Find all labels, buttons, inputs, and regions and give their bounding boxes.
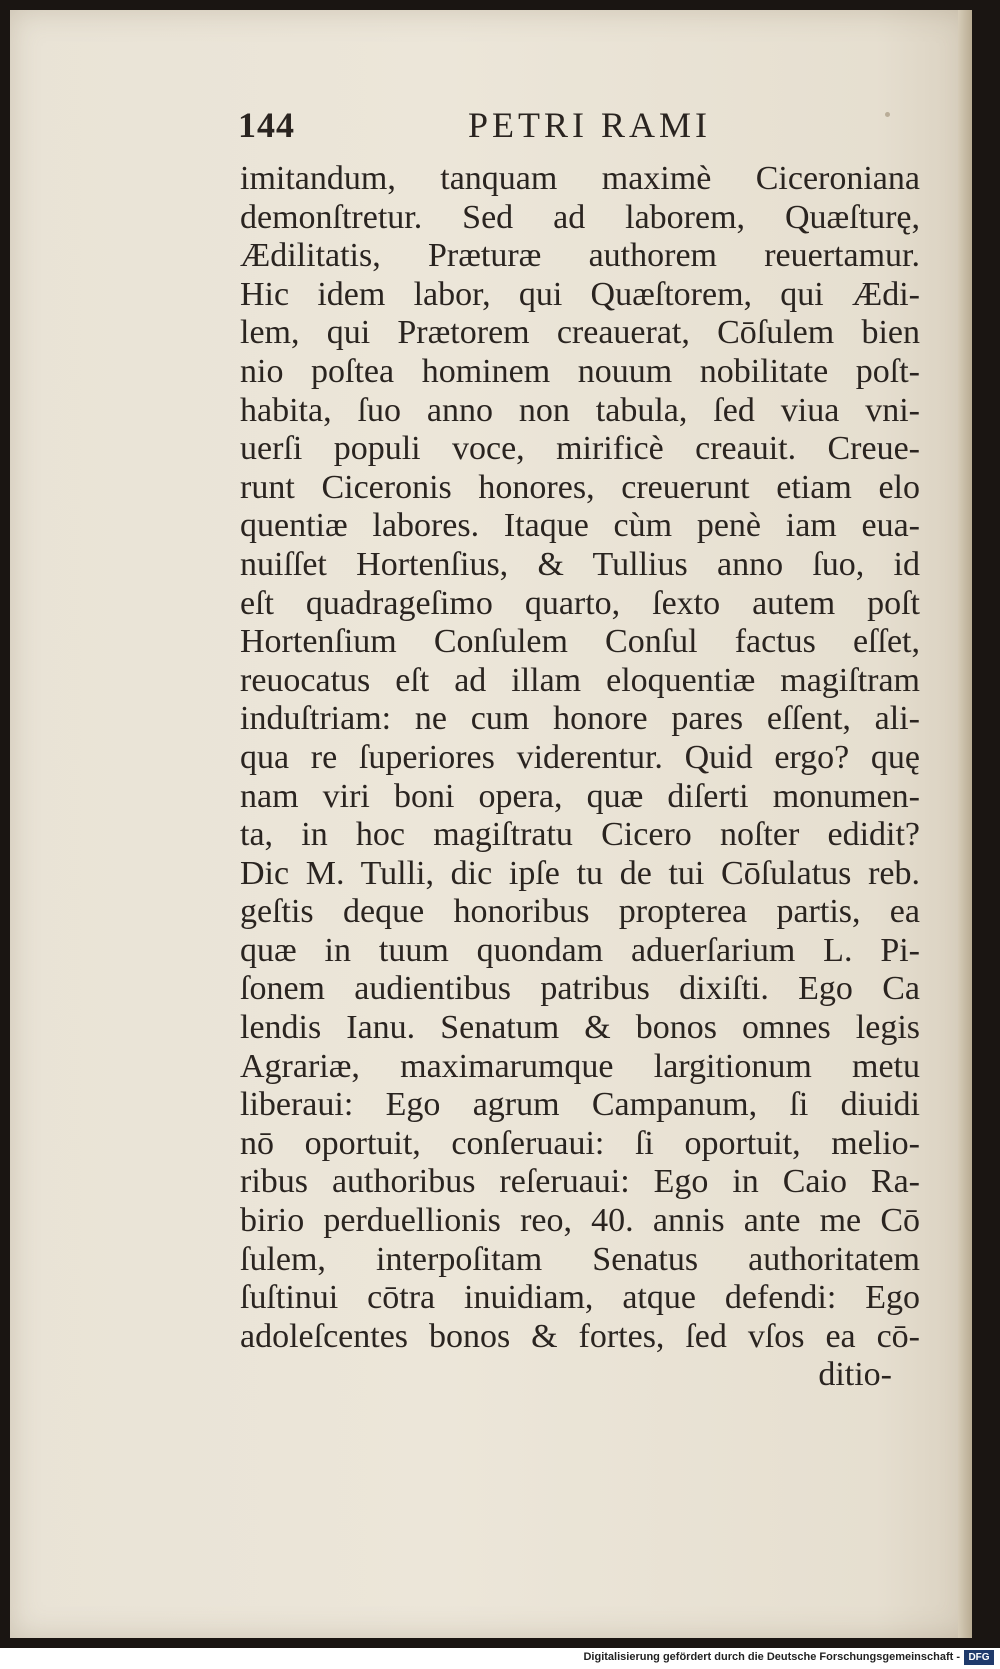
dfg-logo: DFG	[964, 1650, 994, 1665]
text-line: Dic M. Tulli, dic ipſe tu de tui Cōſulatus reb.	[240, 854, 920, 892]
text-line: nam viri boni opera, quæ diſerti monumen-	[240, 777, 920, 815]
text-line: Ædilitatis, Præturæ authorem reuertamur.	[240, 237, 920, 275]
body-text	[240, 160, 920, 1395]
text-line: uerſi populi voce, mirificè creauit. Creue-	[240, 430, 920, 468]
text-line: Hortenſium Conſulem Conſul factus eſſet,	[240, 623, 920, 661]
funding-credit: Digitalisierung gefördert durch die Deutsche Forschungsgemeinschaft -	[583, 1651, 960, 1663]
running-head	[238, 104, 888, 150]
text-line: nuiſſet Hortenſius, & Tullius anno ſuo, id	[240, 545, 920, 583]
text-line: lendis Ianu. Senatum & bonos omnes legis	[240, 1009, 920, 1047]
text-line: demonſtretur. Sed ad laborem, Quæſturę,	[240, 198, 920, 236]
text-line: ribus authoribus reſeruaui: Ego in Caio Ra-	[240, 1163, 920, 1201]
text-line: quentiæ labores. Itaque cùm penè iam eua-	[240, 507, 920, 545]
page-edge	[958, 10, 972, 1638]
text-line: nio poſtea hominem nouum nobilitate poſt-	[240, 352, 920, 390]
text-line: ſulem, interpoſitam Senatus authoritatem	[240, 1240, 920, 1278]
paper-speck	[885, 112, 890, 117]
footer-bar	[0, 1648, 1000, 1669]
text-line: habita, ſuo anno non tabula, ſed viua vni-	[240, 391, 920, 429]
text-line: Hic idem labor, qui Quæſtorem, qui Ædi-	[240, 275, 920, 313]
text-line: imitandum, tanquam maximè Ciceroniana	[240, 160, 920, 197]
text-line: nō oportuit, conſeruaui: ſi oportuit, melio-	[240, 1124, 920, 1162]
text-line: reuocatus eſt ad illam eloquentiæ magiſtram	[240, 661, 920, 699]
text-line: Agrariæ, maximarumque largitionum metu	[240, 1047, 920, 1085]
text-line: runt Ciceronis honores, creuerunt etiam elo	[240, 468, 920, 506]
text-line: birio perduellionis reo, 40. annis ante me Cō	[240, 1202, 920, 1240]
text-line: adoleſcentes bonos & fortes, ſed vſos ea cō-	[240, 1317, 920, 1355]
text-line: ſonem audientibus patribus dixiſti. Ego Ca	[240, 970, 920, 1008]
text-line: eſt quadrageſimo quarto, ſexto autem poſt	[240, 584, 920, 622]
text-line: ta, in hoc magiſtratu Cicero noſter edidit?	[240, 816, 920, 854]
text-line: liberaui: Ego agrum Campanum, ſi diuidi	[240, 1086, 920, 1124]
catchword: ditio-	[818, 1356, 892, 1394]
text-line: lem, qui Prætorem creauerat, Cōſulem bien	[240, 314, 920, 352]
text-line: geſtis deque honoribus propterea partis, ea	[240, 893, 920, 931]
text-line: induſtriam: ne cum honore pares eſſent, ali-	[240, 700, 920, 738]
text-line: qua re ſuperiores viderentur. Quid ergo? quę	[240, 738, 920, 776]
running-title: PETRI RAMI	[468, 105, 712, 145]
page-number: 144	[238, 105, 295, 145]
text-line: ſuſtinui cōtra inuidiam, atque defendi: Ego	[240, 1279, 920, 1317]
text-line: quæ in tuum quondam aduerſarium L. Pi-	[240, 931, 920, 969]
